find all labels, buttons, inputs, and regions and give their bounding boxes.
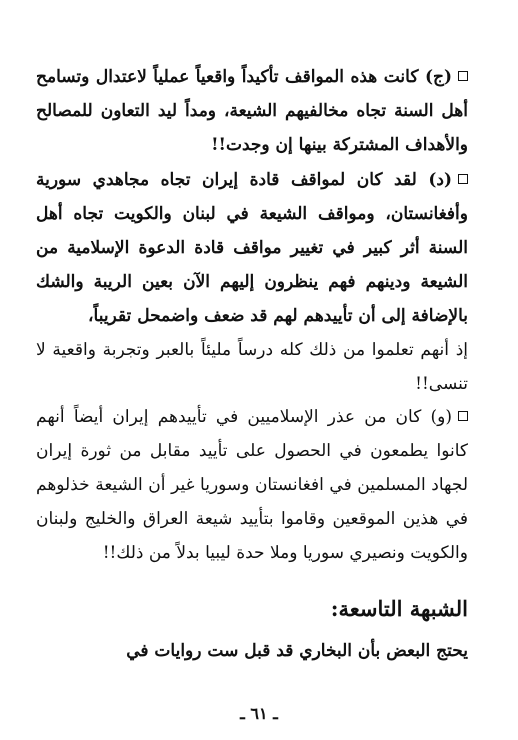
paragraph-label: (و) <box>430 407 453 427</box>
paragraph-text: كان من عذر الإسلاميين في تأييدهم إيران أيضاً أنهم كانوا يطمعون في الحصول على تأييد مقابل من ثورة إيران لجهاد المسلمين في افغانستان وسوريا غير أن الشيعة خذلوهم في هذين الموقعين وقاموا بتأييد شيعة العراق والخليج ولبنان والكويت ونصيري سوريا وملا حدة ليبيا بدلاً من ذلك!! <box>36 407 468 563</box>
paragraph-continuation: إذ أنهم تعلموا من ذلك كله درساً مليئاً بالعبر وتجربة واقعية لا تنسى!! <box>36 340 468 394</box>
paragraph-text: لقد كان لمواقف قادة إيران تجاه مجاهدي سورية وأفغانستان، ومواقف الشيعة في لبنان والكويت تجاه أهل السنة أثر كبير في تغيير مواقف قادة الدعوة الإسلامية من الشيعة ودينهم فهم ينظرون إليهم الآن بعين الريبة والشك بالإضافة إلى أن تأييدهم لهم قد ضعف واضمحل تقريباً، <box>36 170 468 326</box>
square-bullet-icon <box>458 411 468 421</box>
section-first-line: يحتج البعض بأن البخاري قد قبل ست روايات في <box>126 641 468 661</box>
square-bullet-icon <box>458 174 468 184</box>
page-number: ـ ٦١ ـ <box>240 704 278 723</box>
paragraph-label: (د) <box>428 170 452 190</box>
square-bullet-icon <box>458 71 468 81</box>
paragraph-w <box>36 400 468 570</box>
section-heading: الشبهة التاسعة: <box>330 596 468 621</box>
paragraph-j <box>36 60 468 162</box>
paragraph-label: (ج) <box>424 67 453 87</box>
paragraph-text: كانت هذه المواقف تأكيداً واقعياً عملياً لاعتدال وتسامح أهل السنة تجاه مخالفيهم الشيعة، ومداً ليد التعاون للمصالح والأهداف المشتركة بينها إن وجدت!! <box>36 67 468 155</box>
paragraph-d <box>36 163 468 401</box>
